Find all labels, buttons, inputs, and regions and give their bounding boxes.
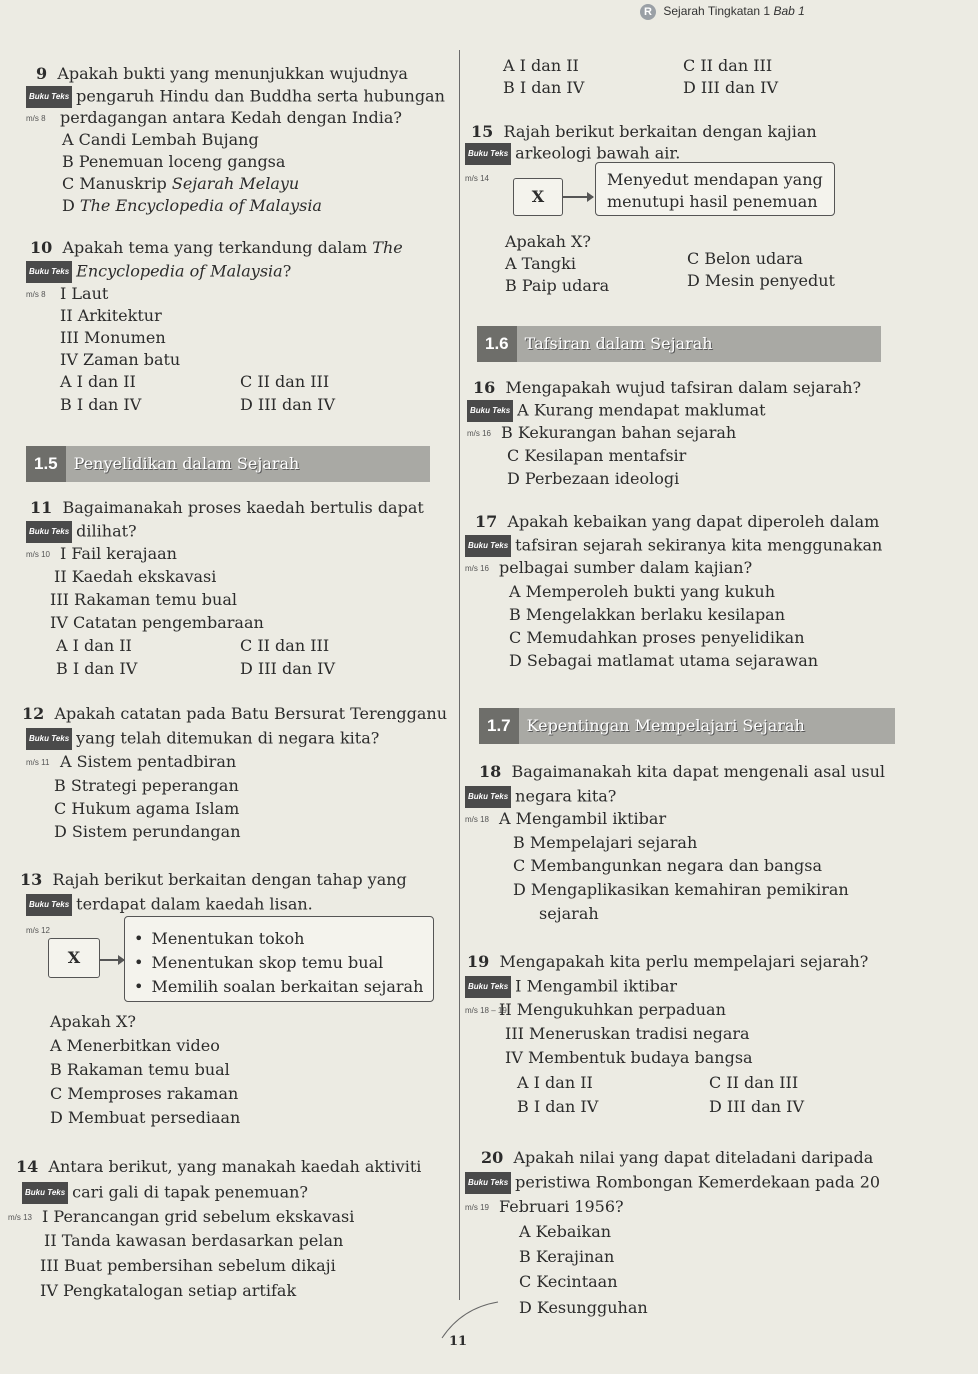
publisher-logo: R — [640, 4, 656, 20]
q15-box-line2: menutupi hasil penemuan — [607, 192, 818, 211]
q14-item-3: III Buat pembersihan sebelum dikaji — [40, 1256, 336, 1275]
q12-option-a[interactable]: m/s 11 A Sistem pentadbiran — [26, 752, 237, 771]
q19-option-d[interactable]: D III dan IV — [709, 1097, 805, 1116]
section-title: Penyelidikan dalam Sejarah — [73, 454, 300, 473]
q19-item-1: Buku Teks I Mengambil iktibar — [465, 976, 677, 998]
section-title: Tafsiran dalam Sejarah — [524, 334, 713, 353]
q9-option-d[interactable]: D The Encyclopedia of Malaysia — [62, 196, 322, 215]
q17-option-c[interactable]: C Memudahkan proses penyelidikan — [509, 628, 805, 647]
q9-stem-line2: Buku Teks pengaruh Hindu dan Buddha serta hubungan — [26, 86, 445, 108]
q20-stem-line2: Buku Teks peristiwa Rombongan Kemerdekaan pada 20 — [465, 1172, 880, 1194]
section-title: Kepentingan Mempelajari Sejarah — [526, 716, 805, 735]
q18-option-c[interactable]: C Membangunkan negara dan bangsa — [513, 856, 822, 875]
q10-option-a[interactable]: A I dan II — [60, 372, 136, 391]
q12-stem-line2: Buku Teks yang telah ditemukan di negara kita? — [26, 728, 379, 750]
section-1-5-banner — [26, 446, 430, 482]
q18-stem-line1: 18 Bagaimanakah kita dapat mengenali asal usul — [479, 762, 886, 781]
q15-box-line1: Menyedut mendapan yang — [607, 170, 823, 189]
q15-option-a[interactable]: A Tangki — [505, 254, 576, 273]
q20-option-a[interactable]: A Kebaikan — [519, 1222, 612, 1241]
q13-x-box: X — [48, 938, 100, 978]
q16-option-a[interactable]: Buku Teks A Kurang mendapat maklumat — [467, 400, 766, 422]
q12-option-b[interactable]: B Strategi peperangan — [54, 776, 239, 795]
q17-option-a[interactable]: A Memperoleh bukti yang kukuh — [509, 582, 776, 601]
q15-ask: Apakah X? — [505, 232, 591, 251]
q11-item-1: m/s 10 I Fail kerajaan — [26, 544, 177, 563]
q13-ms-ref: m/s 12 — [26, 925, 51, 935]
q11-stem-line1: 11 Bagaimanakah proses kaedah bertulis dapat — [30, 498, 424, 517]
q16-stem-line1: 16 Mengapakah wujud tafsiran dalam sejarah? — [473, 378, 862, 397]
q14-item-2: II Tanda kawasan berdasarkan pelan — [44, 1231, 344, 1250]
q14-option-d[interactable]: D III dan IV — [683, 78, 779, 97]
q12-stem-line1: 12 Apakah catatan pada Batu Bersurat Terengganu — [22, 704, 448, 723]
q10-stem-line1: 10 Apakah tema yang terkandung dalam The — [30, 238, 403, 257]
q11-stem-line2: Buku Teks dilihat? — [26, 521, 137, 543]
q15-arrow — [563, 196, 593, 198]
q13-stem-line1: 13 Rajah berikut berkaitan dengan tahap yang — [20, 870, 407, 889]
q20-stem-line1: 20 Apakah nilai yang dapat diteladani daripada — [481, 1148, 874, 1167]
q17-stem-line3: m/s 16 pelbagai sumber dalam kajian? — [465, 558, 753, 577]
q20-stem-line3: m/s 19 Februari 1956? — [465, 1197, 624, 1216]
q13-bullet-1: • Menentukan tokoh — [134, 929, 304, 949]
q14-item-4: IV Pengkatalogan setiap artifak — [40, 1281, 297, 1300]
section-number: 1.7 — [479, 708, 519, 744]
header-title: Sejarah Tingkatan 1 — [663, 4, 771, 18]
q11-option-a[interactable]: A I dan II — [56, 636, 132, 655]
q9-stem-line3: m/s 8 perdagangan antara Kedah dengan India? — [26, 108, 402, 127]
q11-option-c[interactable]: C II dan III — [240, 636, 330, 655]
section-number: 1.6 — [477, 326, 517, 362]
q11-option-b[interactable]: B I dan IV — [56, 659, 138, 678]
q14-option-a[interactable]: A I dan II — [503, 56, 579, 75]
q18-stem-line2: Buku Teks negara kita? — [465, 786, 616, 808]
q16-option-c[interactable]: C Kesilapan mentafsir — [507, 446, 687, 465]
section-1-7-banner — [479, 708, 895, 744]
q16-option-d[interactable]: D Perbezaan ideologi — [507, 469, 680, 488]
q14-item-1: m/s 13 I Perancangan grid sebelum ekskavasi — [8, 1207, 355, 1226]
section-1-6-banner — [477, 326, 881, 362]
q12-option-c[interactable]: C Hukum agama Islam — [54, 799, 240, 818]
q15-option-d[interactable]: D Mesin penyedut — [687, 271, 835, 290]
q15-x-box: X — [513, 178, 563, 216]
q17-stem-line1: 17 Apakah kebaikan yang dapat diperoleh dalam — [475, 512, 880, 531]
q18-option-d[interactable]: D Mengaplikasikan kemahiran pemikiran — [513, 880, 849, 899]
q13-ask: Apakah X? — [50, 1012, 136, 1031]
q12-option-d[interactable]: D Sistem perundangan — [54, 822, 241, 841]
q14-option-b[interactable]: B I dan IV — [503, 78, 585, 97]
q17-option-d[interactable]: D Sebagai matlamat utama sejarawan — [509, 651, 819, 670]
q18-option-b[interactable]: B Mempelajari sejarah — [513, 833, 698, 852]
q19-option-c[interactable]: C II dan III — [709, 1073, 799, 1092]
q13-option-b[interactable]: B Rakaman temu bual — [50, 1060, 230, 1079]
q20-option-d[interactable]: D Kesungguhan — [519, 1298, 648, 1317]
q17-option-b[interactable]: B Mengelakkan berlaku kesilapan — [509, 605, 786, 624]
q10-item-4: IV Zaman batu — [60, 350, 181, 369]
q18-option-d-cont: sejarah — [539, 904, 599, 923]
q11-option-d[interactable]: D III dan IV — [240, 659, 336, 678]
q13-arrow — [100, 959, 124, 961]
q13-option-c[interactable]: C Memproses rakaman — [50, 1084, 239, 1103]
q14-option-c[interactable]: C II dan III — [683, 56, 773, 75]
q13-bullet-2: • Menentukan skop temu bual — [134, 953, 383, 973]
q15-stem-line2: Buku Teks arkeologi bawah air. — [465, 143, 680, 165]
q13-stem-line2: Buku Teks terdapat dalam kaedah lisan. — [26, 894, 313, 916]
q19-item-4: IV Membentuk budaya bangsa — [505, 1048, 753, 1067]
q9-stem-line1: 9 Apakah bukti yang menunjukkan wujudnya — [36, 64, 408, 83]
q15-option-b[interactable]: B Paip udara — [505, 276, 610, 295]
q20-option-c[interactable]: C Kecintaan — [519, 1272, 618, 1291]
q17-stem-line2: Buku Teks tafsiran sejarah sekiranya kita menggunakan — [465, 535, 882, 557]
page-number: 11 — [449, 1334, 468, 1349]
q19-option-b[interactable]: B I dan IV — [517, 1097, 599, 1116]
q19-item-2: m/s 18 – 19II Mengukuhkan perpaduan — [465, 1000, 726, 1019]
header-bab: Bab 1 — [773, 4, 805, 18]
section-number: 1.5 — [26, 446, 66, 482]
q15-ms-ref: m/s 14 — [465, 173, 490, 183]
q15-stem-line1: 15 Rajah berikut berkaitan dengan kajian — [471, 122, 817, 141]
q9-option-b[interactable]: B Penemuan loceng gangsa — [62, 152, 286, 171]
page-header — [640, 4, 805, 20]
q16-option-b[interactable]: m/s 16 B Kekurangan bahan sejarah — [467, 423, 737, 442]
q9-option-a[interactable]: A Candi Lembah Bujang — [62, 130, 259, 149]
q19-stem-line1: 19 Mengapakah kita perlu mempelajari sejarah? — [467, 952, 869, 971]
q10-item-1: m/s 8 I Laut — [26, 284, 109, 303]
q14-stem-line1: 14 Antara berikut, yang manakah kaedah aktiviti — [16, 1157, 422, 1176]
q11-item-3: III Rakaman temu bual — [50, 590, 237, 609]
q10-option-b[interactable]: B I dan IV — [60, 395, 142, 414]
q20-option-b[interactable]: B Kerajinan — [519, 1247, 615, 1266]
q10-option-d[interactable]: D III dan IV — [240, 395, 336, 414]
q19-item-3: III Meneruskan tradisi negara — [505, 1024, 750, 1043]
q11-item-4: IV Catatan pengembaraan — [50, 613, 264, 632]
q11-item-2: II Kaedah ekskavasi — [54, 567, 217, 586]
q18-option-a[interactable]: m/s 18 A Mengambil iktibar — [465, 809, 667, 828]
q10-item-2: II Arkitektur — [60, 306, 162, 325]
q10-option-c[interactable]: C II dan III — [240, 372, 330, 391]
q14-stem-line2: Buku Teks cari gali di tapak penemuan? — [22, 1182, 308, 1204]
q15-option-c[interactable]: C Belon udara — [687, 249, 803, 268]
q13-option-d[interactable]: D Membuat persediaan — [50, 1108, 241, 1127]
q13-option-a[interactable]: A Menerbitkan video — [50, 1036, 220, 1055]
q10-item-3: III Monumen — [60, 328, 166, 347]
q10-stem-line2: Buku Teks Encyclopedia of Malaysia? — [26, 261, 291, 283]
q19-option-a[interactable]: A I dan II — [517, 1073, 593, 1092]
q9-option-c[interactable]: C Manuskrip Sejarah Melayu — [62, 174, 300, 193]
column-divider — [459, 50, 460, 1300]
q13-bullet-3: • Memilih soalan berkaitan sejarah — [134, 977, 423, 997]
